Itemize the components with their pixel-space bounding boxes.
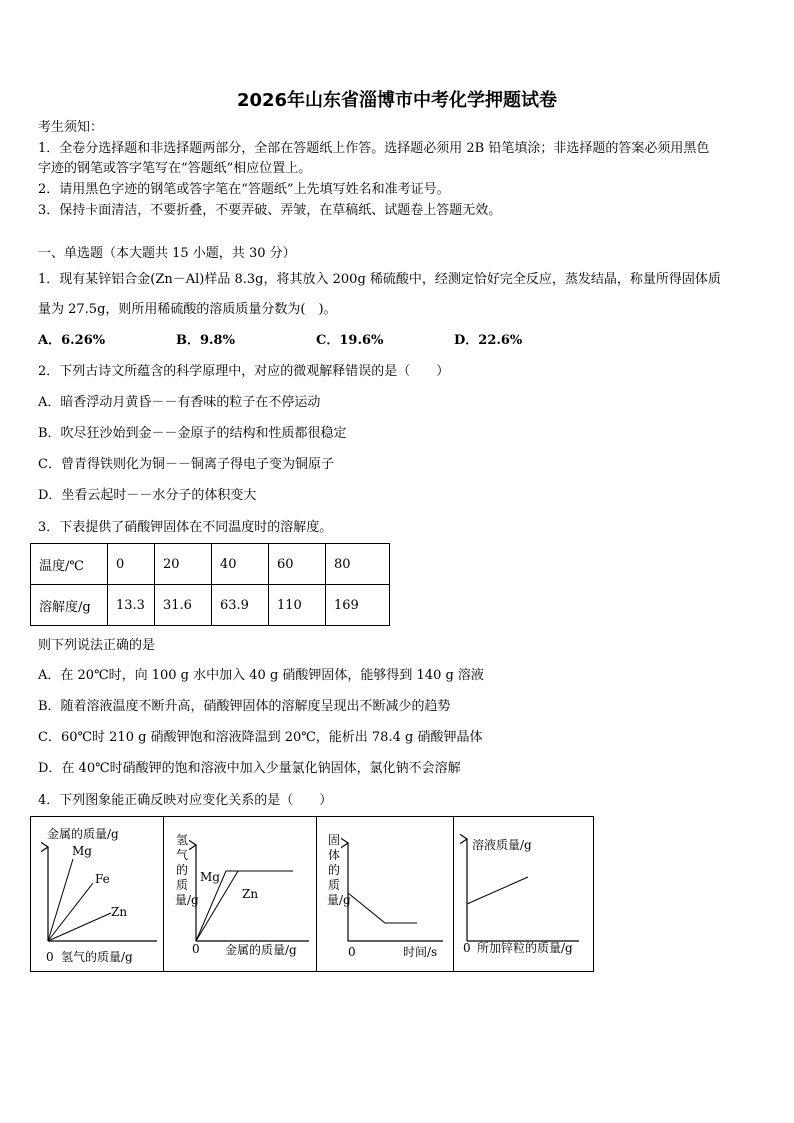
graph-a-line-mg: [48, 859, 73, 941]
table-cell: 110: [269, 585, 326, 626]
graph-c-line: [348, 893, 417, 923]
option-a: A．在 20℃时，向 100 g 水中加入 40 g 硝酸钾固体，能够得到 140 g 溶液: [38, 668, 484, 683]
graph-b-origin: 0: [192, 942, 200, 956]
graph-b-ylabel: 氢气的质量/g: [175, 833, 199, 907]
graph-a-line-zn: [48, 913, 111, 941]
table-cell: 溶解度/g: [31, 585, 108, 626]
option-a: A．暗香浮动月黄昏－－有香味的粒子在不停运动: [38, 395, 321, 410]
table-cell: 温度/℃: [31, 544, 108, 585]
graph-a-series-label: Mg: [72, 844, 92, 858]
graph-d-xlabel: 所加锌粒的质量/g: [477, 941, 573, 955]
graph-c-axes: [348, 843, 443, 941]
notice-item: 1．全卷分选择题和非选择题两部分，全部在答题纸上作答。选择题必须用 2B 铅笔填涂；非选择题的答案必须用黑色: [38, 141, 710, 156]
option-c: C．19.6%: [316, 333, 384, 348]
graph-b-series-label: Zn: [242, 887, 259, 901]
graph-d-line: [467, 877, 528, 904]
table-cell: 63.9: [212, 585, 269, 626]
option-b: B．随着溶液温度不断升高，硝酸钾固体的溶解度呈现出不断减少的趋势: [38, 699, 451, 714]
question-1-stem: 1．现有某锌铝合金(Zn－Al)样品 8.3g，将其放入 200g 稀硫酸中，经测定恰好完全反应，蒸发结晶，称量所得固体质: [38, 272, 721, 287]
option-b: B．吹尽狂沙始到金－－金原子的结构和性质都很稳定: [38, 426, 347, 441]
graph-b-xlabel: 金属的质量/g: [225, 943, 297, 957]
graph-b-series-label: Mg: [200, 870, 220, 884]
question-3-prompt: 则下列说法正确的是: [38, 638, 156, 653]
graph-a-line-fe: [48, 883, 93, 941]
option-b: B．9.8%: [176, 333, 235, 348]
table-cell: 20: [155, 544, 212, 585]
question-3-stem: 3．下表提供了硝酸钾固体在不同温度时的溶解度。: [38, 520, 333, 535]
graph-a-axes: [48, 847, 157, 941]
table-row: [31, 544, 390, 585]
table-cell: 169: [326, 585, 390, 626]
graph-options-panel: [30, 816, 594, 972]
section-heading: 一、单选题（本大题共 15 小题，共 30 分）: [38, 246, 296, 261]
graph-a-series-label: Zn: [111, 905, 128, 919]
graph-c-origin: 0: [348, 945, 356, 959]
notice-heading: 考生须知：: [38, 120, 104, 135]
graph-d-axes: [467, 839, 579, 941]
option-d: D．在 40℃时硝酸钾的饱和溶液中加入少量氯化钠固体，氯化钠不会溶解: [38, 761, 461, 776]
table-row: [31, 585, 390, 626]
question-1-stem: 量为 27.5g，则所用稀硫酸的溶质质量分数为( )。: [38, 302, 337, 317]
graph-a-origin: 0: [46, 950, 54, 964]
graph-c-xlabel: 时间/s: [403, 945, 438, 959]
graph-c-ylabel: 固体的质量/g: [327, 833, 351, 907]
option-d: D．坐看云起时－－水分子的体积变大: [38, 488, 257, 503]
graph-a-series-label: Fe: [95, 872, 110, 886]
option-c: C．曾青得铁则化为铜－－铜离子得电子变为铜原子: [38, 457, 334, 472]
graph-d-origin: 0: [463, 941, 471, 955]
notice-item: 字迹的钢笔或答字笔写在“答题纸”相应位置上。: [38, 161, 312, 176]
table-cell: 40: [212, 544, 269, 585]
table-cell: 31.6: [155, 585, 212, 626]
option-d: D．22.6%: [454, 333, 523, 348]
table-cell: 0: [108, 544, 155, 585]
table-cell: 13.3: [108, 585, 155, 626]
graph-a-xlabel: 氢气的质量/g: [61, 950, 133, 964]
question-4-stem: 4．下列图象能正确反映对应变化关系的是（ ）: [38, 793, 333, 808]
option-a: A．6.26%: [38, 333, 106, 348]
table-cell: 80: [326, 544, 390, 585]
page-title: 2026年山东省淄博市中考化学押题试卷: [236, 90, 558, 111]
notice-item: 3．保持卡面清洁，不要折叠，不要弄破、弄皱，在草稿纸、试题卷上答题无效。: [38, 203, 502, 218]
option-c: C．60℃时 210 g 硝酸钾饱和溶液降温到 20℃，能析出 78.4 g 硝酸钾晶体: [38, 730, 483, 745]
solubility-table: [30, 543, 390, 626]
table-cell: 60: [269, 544, 326, 585]
notice-item: 2．请用黑色字迹的钢笔或答字笔在“答题纸”上先填写姓名和准考证号。: [38, 182, 450, 197]
question-2-stem: 2．下列古诗文所蕴含的科学原理中，对应的微观解释错误的是（ ）: [38, 364, 450, 379]
graph-a-ylabel: 金属的质量/g: [47, 827, 119, 841]
graph-d-ylabel: 溶液质量/g: [472, 838, 532, 852]
